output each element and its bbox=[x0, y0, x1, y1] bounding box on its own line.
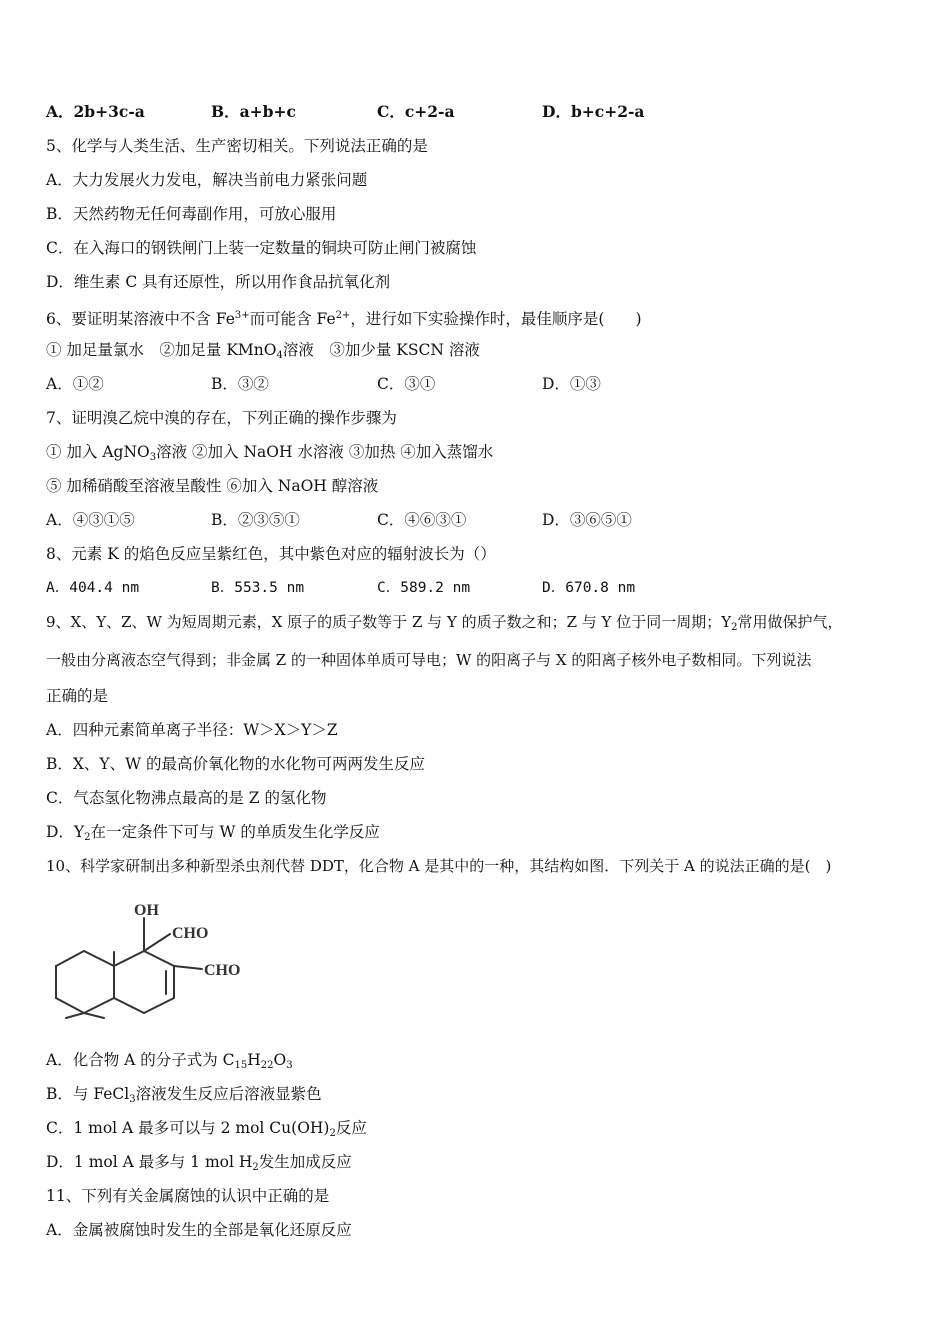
q6-option-a: A．①② bbox=[46, 375, 104, 393]
q10-a-s1: 15 bbox=[234, 1060, 248, 1071]
q9-stem-line1 bbox=[46, 612, 843, 638]
q10-c-post: 反应 bbox=[335, 1119, 367, 1137]
q8-stem: 8、元素 K 的焰色反应呈紫红色，其中紫色对应的辐射波长为（） bbox=[46, 545, 496, 563]
q7-ops1-post: 溶液 ②加入 NaOH 水溶液 ③加热 ④加入蒸馏水 bbox=[156, 443, 494, 461]
q7-stem: 7、证明溴乙烷中溴的存在，下列正确的操作步骤为 bbox=[46, 409, 397, 427]
q10-option-d bbox=[46, 1152, 352, 1178]
q10-d-pre: D．1 mol A 最多与 1 mol H bbox=[46, 1153, 253, 1171]
bond bbox=[56, 951, 84, 966]
q6-option-c: C．③① bbox=[377, 375, 436, 393]
q10-d-post: 发生加成反应 bbox=[258, 1153, 352, 1171]
q7-ops1-pre: ① 加入 AgNO bbox=[46, 443, 150, 461]
q6-stem bbox=[46, 306, 642, 329]
q9-d-pre: D．Y bbox=[46, 823, 85, 841]
q10-b-post: 溶液发生反应后溶液显紫色 bbox=[135, 1085, 322, 1103]
q10-b-pre: B．与 FeCl bbox=[46, 1085, 130, 1103]
q7-ops1-sub: 3 bbox=[149, 452, 157, 463]
q11-option-a: A．金属被腐蚀时发生的全部是氧化还原反应 bbox=[46, 1221, 352, 1239]
bond bbox=[56, 998, 84, 1013]
q4-option-d: D．b+c+2-a bbox=[542, 102, 645, 121]
bond bbox=[144, 998, 174, 1013]
q10-structure-diagram bbox=[48, 896, 268, 1021]
q5-option-d: D．维生素 C 具有还原性，所以用作食品抗氧化剂 bbox=[46, 273, 391, 291]
q6-option-b: B．③② bbox=[211, 375, 269, 393]
q7-option-a: A．④③①⑤ bbox=[46, 511, 135, 529]
q10-option-a bbox=[46, 1050, 293, 1076]
q6-option-d: D．①③ bbox=[542, 375, 601, 393]
q7-option-c: C．④⑥③① bbox=[377, 511, 467, 529]
cho-label-1: CHO bbox=[172, 925, 209, 942]
q10-a-m1: H bbox=[247, 1051, 261, 1069]
q6-operations bbox=[46, 340, 480, 366]
q5-option-c: C．在入海口的钢铁闸门上装一定数量的铜块可防止闸门被腐蚀 bbox=[46, 239, 477, 257]
q8-option-a: A．404.4 nm bbox=[46, 580, 140, 596]
q9-stem-line2: 一般由分离液态空气得到；非金属 Z 的一种固体单质可导电；W 的阳离子与 X 的阳离子核外电子数相同。下列说法 bbox=[46, 651, 812, 669]
q9-option-a: A．四种元素简单离子半径：W＞X＞Y＞Z bbox=[46, 721, 338, 739]
q4-option-c: C．c+2-a bbox=[377, 102, 455, 121]
q6-options bbox=[46, 374, 601, 394]
q10-a-pre: A．化合物 A 的分子式为 C bbox=[46, 1051, 235, 1069]
q6-sup2: 2+ bbox=[335, 310, 351, 321]
q8-option-d: D．670.8 nm bbox=[542, 580, 636, 596]
q9-line1-pre: 9、X、Y、Z、W 为短周期元素，X 原子的质子数等于 Z 与 Y 的质子数之和；Z 与 Y 位于同一周期；Y bbox=[46, 613, 732, 631]
cho-bond-2 bbox=[174, 966, 202, 969]
q6-sup1: 3+ bbox=[234, 310, 250, 321]
q9-line1-sub: 2 bbox=[731, 622, 738, 633]
q9-option-c: C．气态氢化物沸点最高的是 Z 的氢化物 bbox=[46, 789, 327, 807]
q10-option-b bbox=[46, 1084, 322, 1110]
methyl-bond bbox=[66, 1013, 84, 1018]
q6-ops-post: 溶液 ③加少量 KSCN 溶液 bbox=[282, 341, 480, 359]
q9-option-d bbox=[46, 822, 380, 848]
q10-a-m2: O bbox=[273, 1051, 287, 1069]
q10-c-pre: C．1 mol A 最多可以与 2 mol Cu(OH) bbox=[46, 1119, 330, 1137]
bond bbox=[114, 951, 144, 966]
q9-stem-line3: 正确的是 bbox=[46, 687, 109, 705]
q10-stem: 10、科学家研制出多种新型杀虫剂代替 DDT，化合物 A 是其中的一种，其结构如图．下列关于 A 的说法正确的是( ) bbox=[46, 857, 832, 875]
methyl-bond bbox=[84, 1013, 104, 1018]
q8-option-c: C．589.2 nm bbox=[377, 580, 471, 596]
q7-option-d: D．③⑥⑤① bbox=[542, 511, 632, 529]
bond bbox=[84, 951, 114, 966]
q9-option-b: B．X、Y、W 的最高价氧化物的水化物可两两发生反应 bbox=[46, 755, 426, 773]
q6-stem-post: ，进行如下实验操作时，最佳顺序是( ) bbox=[350, 310, 642, 328]
q6-ops-pre: ① 加足量氯水 ②加足量 KMnO bbox=[46, 341, 277, 359]
q10-b-sub: 3 bbox=[129, 1094, 136, 1105]
q6-ops-sub: 4 bbox=[276, 350, 283, 361]
bond bbox=[114, 998, 144, 1013]
q5-option-b: B．天然药物无任何毒副作用，可放心服用 bbox=[46, 205, 337, 223]
q7-operations-1 bbox=[46, 442, 493, 468]
q4-option-a: A．2b+3c-a bbox=[46, 102, 145, 121]
q9-line1-post: 常用做保护气， bbox=[737, 613, 843, 631]
q7-options bbox=[46, 510, 632, 530]
q10-d-sub: 2 bbox=[252, 1162, 259, 1173]
q4-options bbox=[46, 102, 644, 122]
q8-option-b: B．553.5 nm bbox=[211, 580, 305, 596]
bond bbox=[84, 998, 114, 1013]
q11-stem: 11、下列有关金属腐蚀的认识中正确的是 bbox=[46, 1187, 330, 1205]
q10-a-s2: 22 bbox=[260, 1060, 274, 1071]
q10-option-c bbox=[46, 1118, 367, 1144]
q5-stem: 5、化学与人类生活、生产密切相关。下列说法正确的是 bbox=[46, 137, 428, 155]
q7-operations-2: ⑤ 加稀硝酸至溶液呈酸性 ⑥加入 NaOH 醇溶液 bbox=[46, 477, 379, 495]
cho-label-2: CHO bbox=[204, 962, 241, 979]
q5-option-a: A．大力发展火力发电，解决当前电力紧张问题 bbox=[46, 171, 368, 189]
q8-options bbox=[46, 578, 635, 598]
oh-label: OH bbox=[134, 902, 159, 919]
q4-option-b: B．a+b+c bbox=[211, 102, 296, 121]
q9-d-sub: 2 bbox=[84, 832, 91, 843]
q10-a-s3: 3 bbox=[286, 1060, 293, 1071]
q9-d-post: 在一定条件下可与 W 的单质发生化学反应 bbox=[90, 823, 380, 841]
cho-bond-1 bbox=[144, 934, 170, 951]
bond bbox=[144, 951, 174, 966]
q7-option-b: B．②③⑤① bbox=[211, 511, 300, 529]
q6-stem-pre: 6、要证明某溶液中不含 Fe bbox=[46, 310, 235, 328]
q10-c-sub: 2 bbox=[329, 1128, 336, 1139]
q6-stem-mid: 而可能含 Fe bbox=[249, 310, 336, 328]
